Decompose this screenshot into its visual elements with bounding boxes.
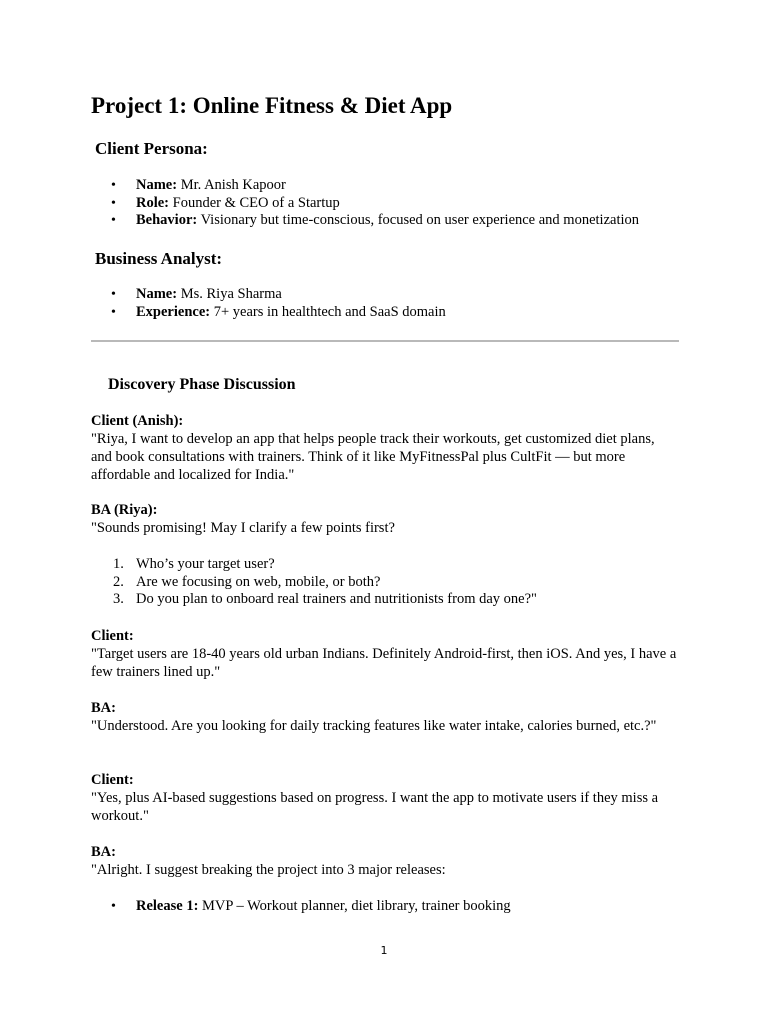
list-item: [91, 898, 511, 916]
item-label: Name:: [136, 286, 178, 302]
list-text: Do you plan to onboard real trainers and nutritionists from day one?": [136, 591, 537, 607]
list-text: Are we focusing on web, mobile, or both?: [136, 573, 381, 590]
item-value: MVP – Workout planner, diet library, trainer booking: [198, 898, 511, 914]
list-item: [91, 286, 446, 304]
dialogue-text: "Target users are 18-40 years old urban Indians. Definitely Android-first, then iOS. And yes, I have a few trainers lined up.": [91, 646, 677, 680]
page-number: 1: [380, 944, 388, 957]
item-label: Role:: [136, 194, 170, 211]
speaker-label: Client:: [91, 628, 134, 644]
list-text: Who’s your target user?: [136, 556, 275, 572]
list-number: 1.: [113, 556, 124, 572]
list-number: 3.: [113, 591, 124, 607]
item-value: Mr. Anish Kapoor: [177, 177, 286, 193]
releases-list: [91, 898, 511, 916]
item-label: Experience:: [136, 303, 211, 320]
speaker-label: BA:: [91, 844, 116, 860]
item-label: Name:: [136, 177, 178, 193]
list-item: [91, 556, 537, 574]
page-title: Project 1: Online Fitness & Diet App: [91, 93, 453, 118]
list-number: 2.: [113, 573, 124, 590]
speaker-label: BA:: [91, 700, 116, 716]
list-item: [91, 177, 639, 195]
dialogue-text: "Riya, I want to develop an app that helps people track their workouts, get customized diet plans, and book consultations with trainers. Think of it like MyFitnessPal plus CultFit — but more affordable and localized for India.": [91, 431, 655, 483]
speaker-label: BA (Riya):: [91, 502, 158, 518]
business-analyst-list: [91, 286, 446, 321]
list-item: [91, 212, 639, 230]
speaker-label: Client (Anish):: [91, 413, 184, 429]
client-persona-list: [91, 177, 639, 230]
list-item: [91, 591, 537, 609]
dialogue-text: "Sounds promising! May I clarify a few points first?: [91, 520, 395, 536]
dialogue-text: "Alright. I suggest breaking the project into 3 major releases:: [91, 862, 446, 878]
speaker-label: Client:: [91, 772, 134, 788]
item-label: Behavior:: [136, 212, 198, 228]
list-item: [91, 304, 446, 322]
business-analyst-heading: Business Analyst:: [95, 249, 223, 268]
dialogue-text: "Yes, plus AI-based suggestions based on progress. I want the app to motivate users if they miss a workout.": [91, 790, 659, 824]
dialogue-text: "Understood. Are you looking for daily tracking features like water intake, calories burned, etc.?": [91, 718, 657, 734]
questions-list: [91, 556, 537, 609]
discovery-heading: Discovery Phase Discussion: [108, 376, 296, 393]
section-divider: [91, 340, 679, 342]
item-value: Ms. Riya Sharma: [177, 286, 282, 302]
item-value: Visionary but time-conscious, focused on user experience and monetization: [197, 212, 640, 228]
list-item: [91, 195, 639, 213]
item-label: Release 1:: [136, 898, 199, 914]
item-value: 7+ years in healthtech and SaaS domain: [210, 303, 446, 320]
list-item: [91, 574, 537, 592]
client-persona-heading: Client Persona:: [95, 139, 208, 158]
item-value: Founder & CEO of a Startup: [169, 194, 340, 211]
